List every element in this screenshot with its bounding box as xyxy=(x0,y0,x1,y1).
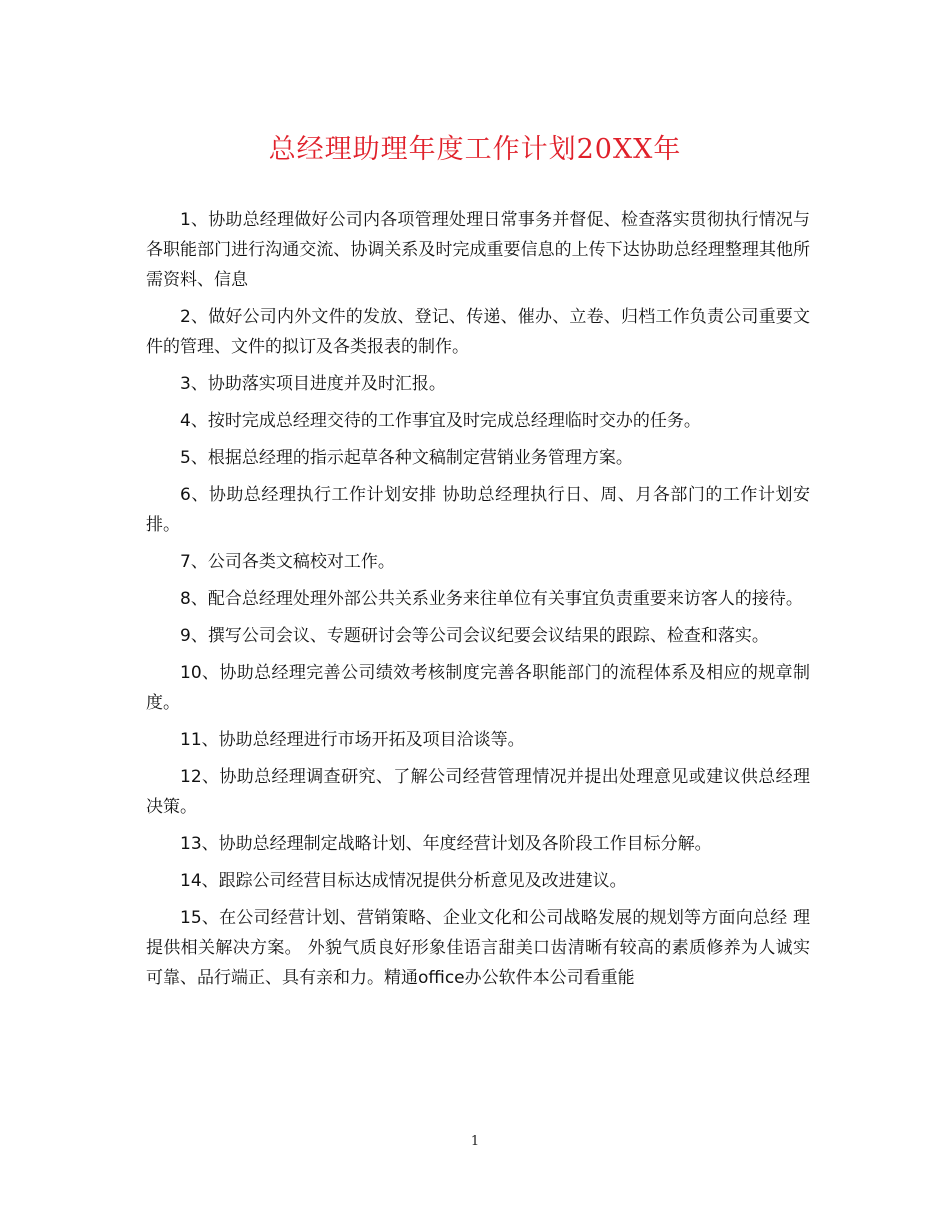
paragraph-item-1: 1、协助总经理做好公司内各项管理处理日常事务并督促、检查落实贯彻执行情况与各职能部门进行沟通交流、协调关系及时完成重要信息的上传下达协助总经理整理其他所需资料、信息 xyxy=(146,210,810,290)
paragraph-item-3: 3、协助落实项目进度并及时汇报。 xyxy=(180,374,446,394)
paragraph-item-4: 4、按时完成总经理交待的工作事宜及时完成总经理临时交办的任务。 xyxy=(180,411,701,431)
paragraph-item-6: 6、协助总经理执行工作计划安排 协助总经理执行日、周、月各部门的工作计划安排。 xyxy=(146,485,810,535)
paragraph-item-10: 10、协助总经理完善公司绩效考核制度完善各职能部门的流程体系及相应的规章制度。 xyxy=(146,663,810,713)
paragraph-item-12: 12、协助总经理调查研究、了解公司经营管理情况并提出处理意见或建议供总经理决策。 xyxy=(146,767,810,817)
paragraph-item-11: 11、协助总经理进行市场开拓及项目洽谈等。 xyxy=(180,730,525,750)
paragraph-item-13: 13、协助总经理制定战略计划、年度经营计划及各阶段工作目标分解。 xyxy=(180,834,712,854)
paragraph-item-14: 14、跟踪公司经营目标达成情况提供分析意见及改进建议。 xyxy=(180,871,627,891)
paragraph-item-7: 7、公司各类文稿校对工作。 xyxy=(180,552,395,572)
document-title: 总经理助理年度工作计划20XX年 xyxy=(268,134,682,165)
paragraph-item-2: 2、做好公司内外文件的发放、登记、传递、催办、立卷、归档工作负责公司重要文件的管理、文件的拟订及各类报表的制作。 xyxy=(146,307,810,357)
page-number: 1 xyxy=(470,1134,480,1149)
paragraph-item-5: 5、根据总经理的指示起草各种文稿制定营销业务管理方案。 xyxy=(180,448,633,468)
document-body xyxy=(146,205,810,1000)
paragraph-item-9: 9、撰写公司会议、专题研讨会等公司会议纪要会议结果的跟踪、检查和落实。 xyxy=(180,626,769,646)
paragraph-item-15: 15、在公司经营计划、营销策略、企业文化和公司战略发展的规划等方面向总经 理提供相关解决方案。 外貌气质良好形象佳语言甜美口齿清晰有较高的素质修养为人诚实可靠、品行端正、具有亲和力。精通office办公软件本公司看重能 xyxy=(146,908,810,988)
paragraph-item-8: 8、配合总经理处理外部公共关系业务来往单位有关事宜负责重要来访客人的接待。 xyxy=(180,589,803,609)
